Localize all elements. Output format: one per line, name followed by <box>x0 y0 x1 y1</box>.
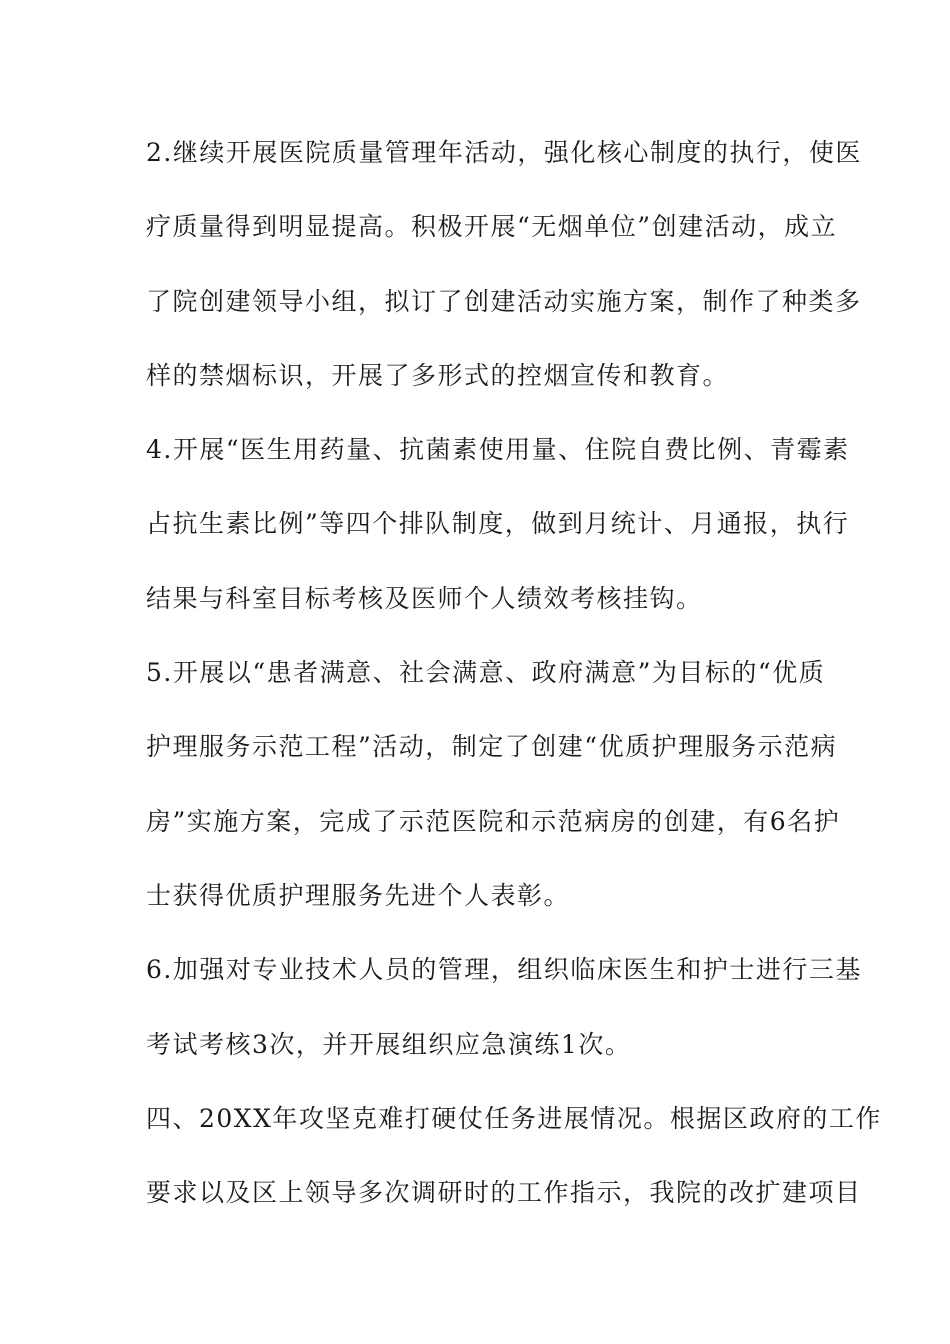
text-line: 了院创建领导小组，拟订了创建活动实施方案，制作了种类多 <box>146 286 862 316</box>
text-line: 5.开展以“患者满意、社会满意、政府满意”为目标的“优质 <box>146 658 826 688</box>
text-line: 4.开展“医生用药量、抗菌素使用量、住院自费比例、青霉素 <box>146 435 850 465</box>
text-line: 疗质量得到明显提高。积极开展“无烟单位”创建活动，成立 <box>146 212 838 242</box>
text-line: 护理服务示范工程”活动，制定了创建“优质护理服务示范病 <box>146 732 838 762</box>
text-line: 房”实施方案，完成了示范医院和示范病房的创建，有6名护 <box>146 806 841 836</box>
text-line: 样的禁烟标识，开展了多形式的控烟宣传和教育。 <box>146 360 730 390</box>
text-line: 要求以及区上领导多次调研时的工作指示，我院的改扩建项目 <box>146 1178 862 1208</box>
text-line: 士获得优质护理服务先进个人表彰。 <box>146 880 571 910</box>
document-body <box>146 128 882 1242</box>
text-line: 6.加强对专业技术人员的管理，组织临床医生和护士进行三基 <box>146 955 862 985</box>
text-line: 结果与科室目标考核及医师个人绩效考核挂钩。 <box>146 583 703 613</box>
text-line: 占抗生素比例”等四个排队制度，做到月统计、月通报，执行 <box>146 509 850 539</box>
text-line: 2.继续开展医院质量管理年活动，强化核心制度的执行，使医 <box>146 138 862 167</box>
text-line: 四、20XX年攻坚克难打硬仗任务进展情况。根据区政府的工作 <box>146 1103 882 1133</box>
text-line: 考试考核3次，并开展组织应急演练1次。 <box>146 1029 632 1059</box>
